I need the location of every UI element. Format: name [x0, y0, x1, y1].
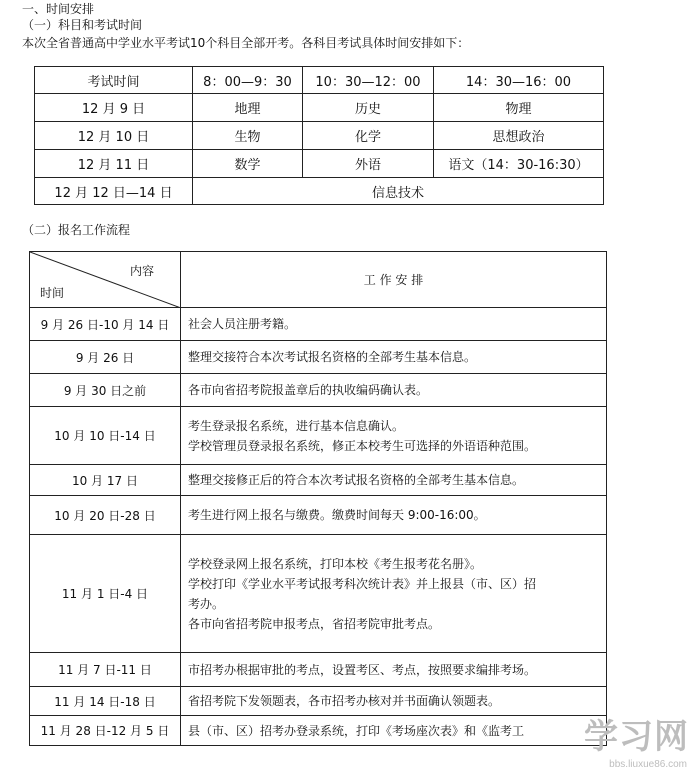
schedule-row — [35, 150, 604, 178]
subject-cell: 语文（14：30-16:30） — [434, 150, 604, 178]
task-text: 各市向省招考院申报考点，省招考院审批考点。 — [188, 616, 441, 631]
registration-process-table — [29, 251, 607, 746]
task-text: 学校管理员登录报名系统，修正本校考生可选择的外语语种范围。 — [188, 438, 537, 453]
date-cell: 9 月 26 日 — [30, 341, 181, 374]
task-cell — [181, 341, 607, 374]
process-header-row — [30, 252, 607, 308]
date-cell: 11 月 1 日-4 日 — [30, 535, 181, 653]
subject-cell: 思想政治 — [434, 122, 604, 150]
task-text: 社会人员注册考籍。 — [188, 317, 297, 331]
exam-schedule-table — [34, 66, 604, 205]
section-heading: 一、时间安排 — [22, 2, 95, 16]
date-cell: 10 月 20 日-28 日 — [30, 496, 181, 535]
task-cell — [181, 716, 607, 746]
process-row — [30, 374, 607, 407]
process-row — [30, 496, 607, 535]
process-row — [30, 535, 607, 653]
date-cell: 11 月 7 日-11 日 — [30, 653, 181, 687]
task-text: 市招考办根据审批的考点，设置考区、考点，按照要求编排考场。 — [188, 662, 537, 677]
watermark-logo: 学习网 — [584, 718, 689, 756]
header-cell: 14：30—16：00 — [434, 67, 604, 94]
subject-cell: 地理 — [193, 94, 303, 122]
task-cell — [181, 374, 607, 407]
subject-cell: 外语 — [303, 150, 434, 178]
subsection-heading-process: （二）报名工作流程 — [22, 223, 131, 237]
header-cell: 考试时间 — [35, 67, 193, 94]
date-cell: 9 月 30 日之前 — [30, 374, 181, 407]
task-text: 考生进行网上报名与缴费。缴费时间每天 9:00-16:00。 — [188, 508, 486, 522]
process-row — [30, 687, 607, 716]
intro-text: 本次全省普通高中学业水平考试10个科目全部开考。各科目考试具体时间安排如下： — [22, 36, 470, 50]
task-cell — [181, 465, 607, 496]
date-cell: 10 月 17 日 — [30, 465, 181, 496]
subject-cell: 化学 — [303, 122, 434, 150]
task-text: 县（市、区）招考办登录系统，打印《考场座次表》和《监考工 — [188, 723, 525, 738]
task-text: 考办。 — [188, 596, 225, 611]
date-cell: 11 月 28 日-12 月 5 日 — [30, 716, 181, 746]
task-cell — [181, 687, 607, 716]
task-cell — [181, 535, 607, 653]
date-cell: 10 月 10 日-14 日 — [30, 407, 181, 465]
task-cell — [181, 308, 607, 341]
task-text: 整理交接修正后的符合本次考试报名资格的全部考生基本信息。 — [188, 473, 525, 487]
process-row — [30, 465, 607, 496]
task-cell — [181, 496, 607, 535]
subject-cell: 生物 — [193, 122, 303, 150]
header-cell: 8：00—9：30 — [193, 67, 303, 94]
task-cell — [181, 653, 607, 687]
subject-cell: 数学 — [193, 150, 303, 178]
schedule-row — [35, 122, 604, 150]
subsection-heading-subjects: （一）科目和考试时间 — [22, 18, 143, 32]
process-row — [30, 308, 607, 341]
header-content-label: 内容 — [129, 264, 154, 278]
date-cell: 12 月 9 日 — [35, 94, 193, 122]
subject-cell: 信息技术 — [193, 178, 604, 205]
task-text: 省招考院下发领题表，各市招考办核对并书面确认领题表。 — [188, 694, 501, 708]
date-cell: 12 月 12 日—14 日 — [35, 178, 193, 205]
subject-cell: 物理 — [434, 94, 604, 122]
subject-cell: 历史 — [303, 94, 434, 122]
date-cell: 12 月 11 日 — [35, 150, 193, 178]
process-row — [30, 653, 607, 687]
date-cell: 9 月 26 日-10 月 14 日 — [30, 308, 181, 341]
task-text: 各市向省招考院报盖章后的执收编码确认表。 — [188, 383, 429, 397]
task-text: 学校打印《学业水平考试报考科次统计表》并上报县（市、区）招 — [188, 576, 537, 591]
date-cell: 12 月 10 日 — [35, 122, 193, 150]
task-text: 考生登录报名系统，进行基本信息确认。 — [188, 418, 405, 433]
header-work-label: 工 作 安 排 — [181, 252, 607, 308]
schedule-row — [35, 94, 604, 122]
date-cell: 11 月 14 日-18 日 — [30, 687, 181, 716]
watermark-url: bbs.liuxue86.com — [609, 759, 687, 770]
process-row — [30, 716, 607, 746]
task-text: 整理交接符合本次考试报名资格的全部考生基本信息。 — [188, 350, 477, 364]
process-row — [30, 407, 607, 465]
task-cell — [181, 407, 607, 465]
diagonal-header-cell — [30, 252, 181, 308]
header-cell: 10：30—12：00 — [303, 67, 434, 94]
process-row — [30, 341, 607, 374]
schedule-header-row — [35, 67, 604, 94]
header-time-label: 时间 — [40, 286, 65, 300]
schedule-row — [35, 178, 604, 205]
task-text: 学校登录网上报名系统，打印本校《考生报考花名册》。 — [188, 556, 483, 571]
